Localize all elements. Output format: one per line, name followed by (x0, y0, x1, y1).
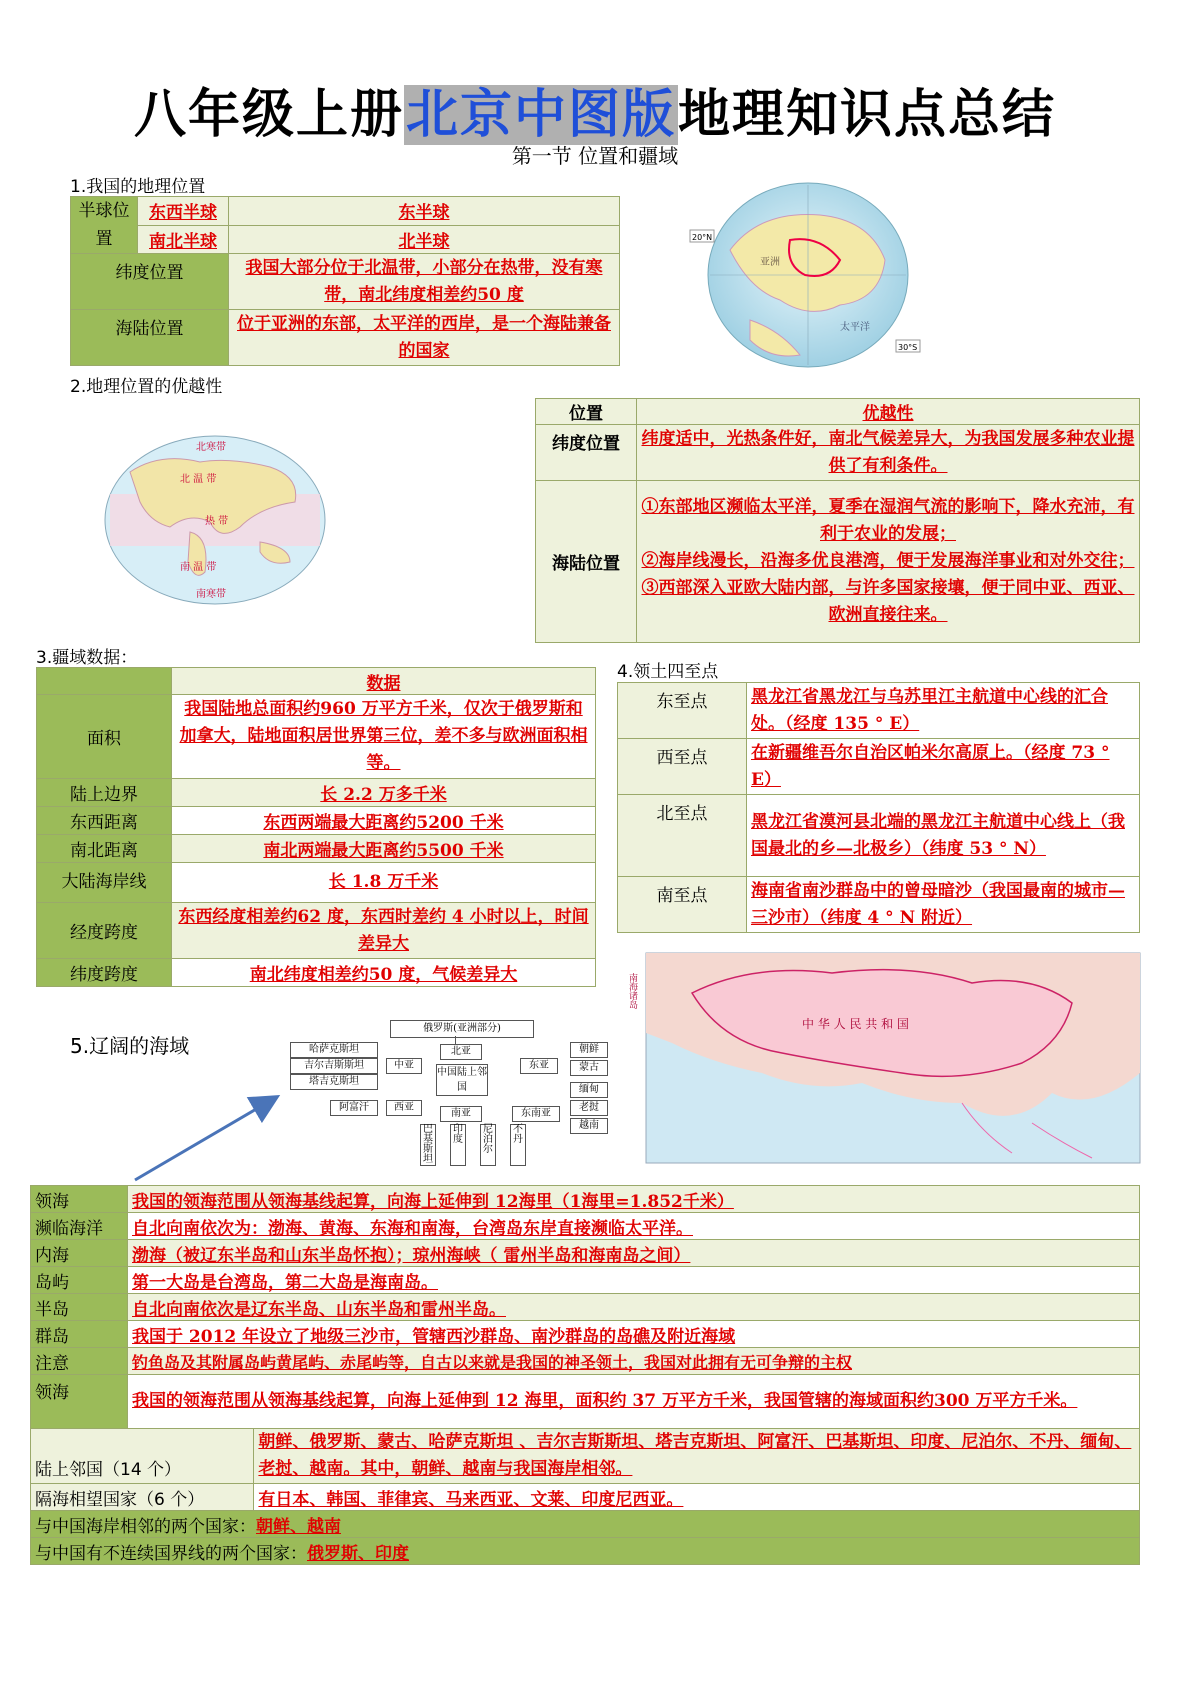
discontinuous-border-value: 俄罗斯、印度 (307, 1543, 409, 1564)
title-pre: 八年级上册 (133, 85, 404, 145)
hemi-val-1: 北半球 (229, 225, 620, 254)
s2-table (535, 398, 1140, 643)
s2-col1: 位置 (536, 399, 637, 425)
s4-table (617, 682, 1140, 933)
s6-val-2: 渤海（被辽东半岛和山东半岛怀抱）；琼州海峡（ 雷州半岛和海南岛之间） (128, 1240, 1140, 1267)
s2-sea-values (637, 481, 1140, 643)
china-map (627, 953, 1140, 1163)
china-map-side: 南海诸岛 (627, 973, 637, 1009)
land-neighbors-value: 朝鲜、俄罗斯、蒙古、哈萨克斯坦 、吉尔吉斯斯坦、塔吉克斯坦、阿富汗、巴基斯坦、印度、尼泊尔、不丹、缅甸、老挝、越南。其中，朝鲜、越南与我国海岸相邻。 (254, 1429, 1140, 1484)
diag-east: 东亚 (520, 1058, 558, 1074)
s4-val-0: 黑龙江省黑龙江与乌苏里江主航道中心线的汇合处。（经度 135 ° E） (747, 683, 1140, 739)
zone-s-cold: 南寒带 (196, 589, 226, 600)
s3-key-0: 面积 (37, 695, 172, 779)
diag-ca-2: 塔吉克斯坦 (290, 1074, 378, 1090)
diag-sa-0: 巴基斯坦 (420, 1124, 436, 1166)
discontinuous-border-row (31, 1538, 1140, 1565)
s2-lat-label: 纬度位置 (536, 425, 637, 481)
diag-sa-1: 印度 (450, 1124, 466, 1166)
s3-head-blank (37, 668, 172, 695)
lat-label: 纬度位置 (71, 254, 229, 310)
s5-heading: 5.辽阔的海域 (70, 1034, 190, 1058)
s6-table (30, 1185, 1140, 1565)
world-zone-map (100, 432, 330, 612)
discontinuous-border-label: 与中国有不连续国界线的两个国家： (35, 1543, 307, 1564)
pointer-arrow (120, 1090, 290, 1190)
globe-map (690, 180, 930, 370)
s4-key-0: 东至点 (618, 683, 747, 739)
s3-val-1: 长 2.2 万多千米 (172, 779, 596, 807)
diag-ca-1: 吉尔吉斯斯坦 (290, 1058, 378, 1074)
zone-n-temp: 北 温 带 (180, 474, 217, 485)
arrow-line (135, 1098, 275, 1180)
s3-heading: 3.疆域数据： (36, 648, 138, 668)
s2-sea-value-1: ②海岸线漫长，沿海多优良港湾，便于发展海洋事业和对外交往； (641, 551, 1135, 571)
hemi-val-0: 东半球 (229, 197, 620, 226)
s3-val-0: 我国陆地总面积约960 万平方千米，仅次于俄罗斯和加拿大，陆地面积居世界第三位，差不多与欧洲面积相等。 (172, 695, 596, 779)
land-neighbors-label: 陆上邻国（14 个） (31, 1429, 254, 1484)
diag-line (455, 1036, 456, 1044)
s3-val-4: 长 1.8 万千米 (172, 863, 596, 903)
globe-label-c: 太平洋 (840, 322, 870, 333)
diag-se-0: 缅甸 (570, 1082, 608, 1098)
s1-table (70, 196, 620, 366)
diag-se-1: 老挝 (570, 1100, 608, 1116)
sea-label: 海陆位置 (71, 310, 229, 366)
zone-n-cold: 北寒带 (196, 442, 226, 453)
coast-neighbors-label: 与中国海岸相邻的两个国家： (35, 1516, 256, 1537)
section-subtitle: 第一节 位置和疆域 (511, 144, 679, 168)
s2-heading: 2.地理位置的优越性 (70, 377, 223, 397)
s6-key-6: 注意 (31, 1348, 128, 1375)
hemi-key-0: 东西半球 (138, 197, 229, 226)
s3-val-2: 东西两端最大距离约5200 千米 (172, 807, 596, 835)
s3-val-3: 南北两端最大距离约5500 千米 (172, 835, 596, 863)
title-post: 地理知识点总结 (678, 85, 1057, 145)
s3-key-6: 纬度跨度 (37, 959, 172, 987)
globe-label-a: 20°N (692, 233, 713, 242)
s6-key-5: 群岛 (31, 1321, 128, 1348)
diag-westasia: 西亚 (386, 1100, 422, 1116)
s3-head: 数据 (172, 668, 596, 695)
coast-neighbors-row (31, 1511, 1140, 1538)
s3-key-5: 经度跨度 (37, 903, 172, 959)
diag-west: 中亚 (386, 1058, 422, 1074)
coast-neighbors-value: 朝鲜、越南 (256, 1516, 341, 1537)
s2-sea-label: 海陆位置 (536, 481, 637, 643)
s3-key-3: 南北距离 (37, 835, 172, 863)
diag-ea-0: 朝鲜 (570, 1042, 608, 1058)
s6-key-1: 濒临海洋 (31, 1213, 128, 1240)
globe-label-b: 30°S (898, 343, 918, 352)
china-map-country: 中 华 人 民 共 和 国 (802, 1017, 909, 1031)
sea-neighbors-value: 有日本、韩国、菲律宾、马来西亚、文莱、印度尼西亚。 (254, 1484, 1140, 1511)
s3-val-6: 南北纬度相差约50 度，气候差异大 (172, 959, 596, 987)
s6-key-0: 领海 (31, 1186, 128, 1213)
s4-key-2: 北至点 (618, 795, 747, 877)
s4-key-1: 西至点 (618, 739, 747, 795)
page-title (0, 72, 1190, 147)
diag-south: 南亚 (440, 1106, 482, 1122)
globe-label-d: 亚洲 (760, 257, 780, 268)
zone-s-temp: 南 温 带 (180, 562, 217, 573)
neighbor-diagram (290, 1020, 610, 1168)
s6-key-4: 半岛 (31, 1294, 128, 1321)
s4-key-3: 南至点 (618, 877, 747, 933)
s4-val-3: 海南省南沙群岛中的曾母暗沙（我国最南的城市—三沙市）（纬度 4 ° N 附近） (747, 877, 1140, 933)
diag-ca-0: 哈萨克斯坦 (290, 1042, 378, 1058)
zone-trop: 热 带 (205, 516, 229, 527)
s3-val-5: 东西经度相差约62 度，东西时差约 4 小时以上，时间差异大 (172, 903, 596, 959)
s3-key-4: 大陆海岸线 (37, 863, 172, 903)
diag-north: 北亚 (440, 1044, 482, 1060)
s4-val-1: 在新疆维吾尔自治区帕米尔高原上。（经度 73 ° E） (747, 739, 1140, 795)
s6-key-3: 岛屿 (31, 1267, 128, 1294)
diag-sa-3: 不丹 (510, 1124, 526, 1166)
hemi-label: 半球位置 (71, 197, 138, 254)
sea-neighbors-label: 隔海相望国家（6 个） (31, 1484, 254, 1511)
hemi-key-1: 南北半球 (138, 225, 229, 254)
title-highlight: 北京中图版 (405, 85, 676, 145)
s2-col2: 优越性 (637, 399, 1140, 425)
s1-heading: 1.我国的地理位置 (70, 177, 206, 197)
s3-key-2: 东西距离 (37, 807, 172, 835)
s6-val-4: 自北向南依次是辽东半岛、山东半岛和雷州半岛。 (128, 1294, 1140, 1321)
s4-val-2: 黑龙江省漠河县北端的黑龙江主航道中心线上（我国最北的乡—北极乡）（纬度 53 ° N） (747, 795, 1140, 877)
diag-wa-0: 阿富汗 (330, 1100, 378, 1116)
diag-se-2: 越南 (570, 1118, 608, 1134)
s6-val-5: 我国于 2012 年设立了地级三沙市，管辖西沙群岛、南沙群岛的岛礁及附近海域 (128, 1321, 1140, 1348)
s2-lat-value: 纬度适中，光热条件好，南北气候差异大，为我国发展多种农业提供了有利条件。 (637, 425, 1140, 481)
diag-top: 俄罗斯(亚洲部分) (390, 1020, 534, 1038)
s6-val-1: 自北向南依次为：渤海、黄海、东海和南海，台湾岛东岸直接濒临太平洋。 (128, 1213, 1140, 1240)
s2-sea-value-2: ③西部深入亚欧大陆内部，与许多国家接壤，便于同中亚、西亚、欧洲直接往来。 (641, 578, 1135, 625)
s6-val-6: 钓鱼岛及其附属岛屿黄尾屿、赤尾屿等，自古以来就是我国的神圣领土，我国对此拥有无可争辩的主权 (128, 1348, 1140, 1375)
diag-center: 中国陆上邻国 (436, 1064, 488, 1096)
s6-key-2: 内海 (31, 1240, 128, 1267)
s6-val-7: 我国的领海范围从领海基线起算，向海上延伸到 12 海里，面积约 37 万平方千米，我国管辖的海域面积约300 万平方千米。 (128, 1375, 1140, 1429)
lat-value: 我国大部分位于北温带，小部分在热带，没有寒带，南北纬度相差约50 度 (229, 254, 620, 310)
s3-table (36, 667, 596, 987)
diag-ea-1: 蒙古 (570, 1060, 608, 1076)
diag-sa-2: 尼泊尔 (480, 1124, 496, 1166)
s6-val-3: 第一大岛是台湾岛，第二大岛是海南岛。 (128, 1267, 1140, 1294)
diag-southeast: 东南亚 (512, 1106, 560, 1122)
s6-key-7: 领海 (31, 1375, 128, 1429)
s3-key-1: 陆上边界 (37, 779, 172, 807)
s4-heading: 4.领土四至点 (617, 662, 719, 682)
sea-value: 位于亚洲的东部，太平洋的西岸，是一个海陆兼备的国家 (229, 310, 620, 366)
s2-sea-value-0: ①东部地区濒临太平洋，夏季在湿润气流的影响下，降水充沛，有利于农业的发展； (641, 497, 1135, 544)
s6-val-0: 我国的领海范围从领海基线起算，向海上延伸到 12海里（1海里=1.852千米） (128, 1186, 1140, 1213)
